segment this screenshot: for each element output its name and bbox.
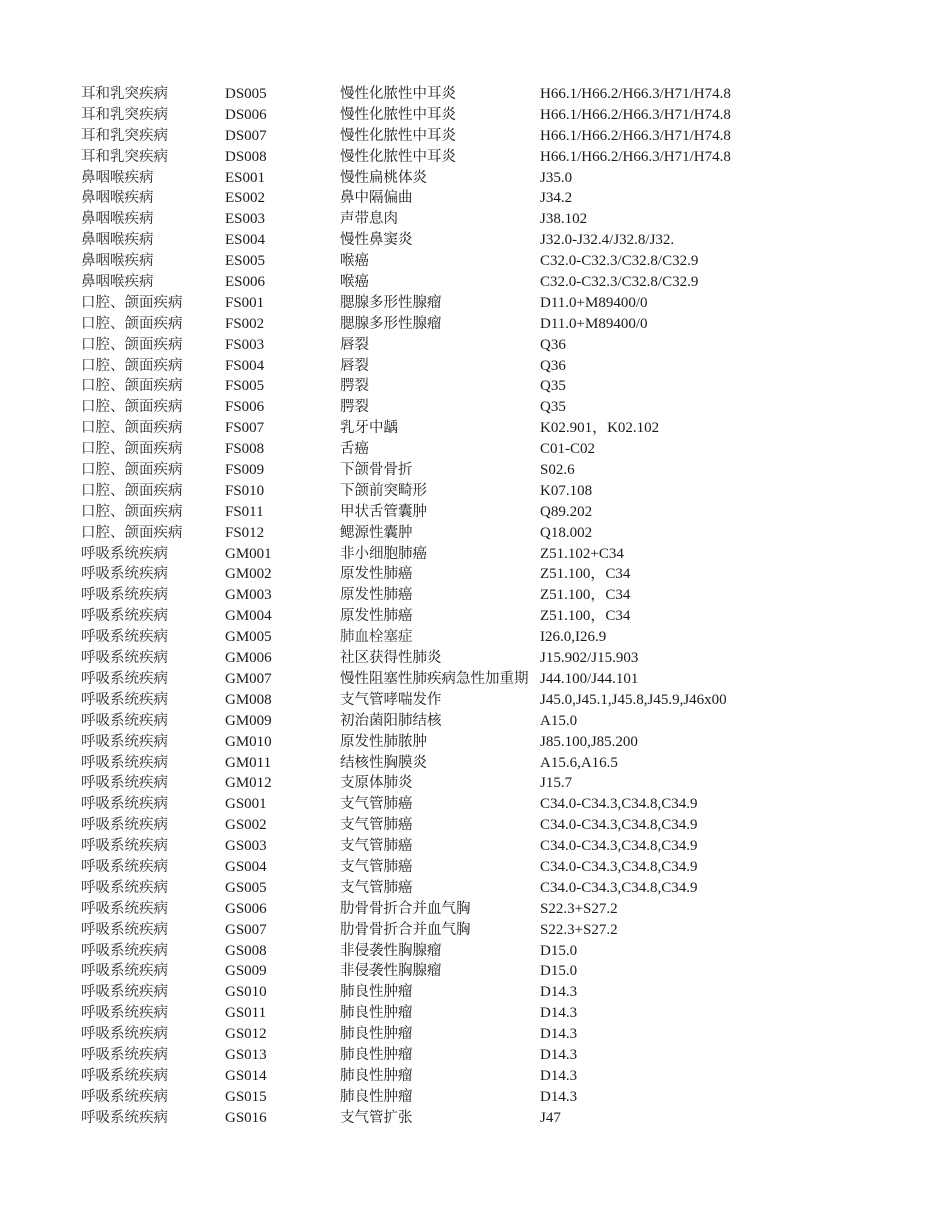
disease-name-cell: 慢性化脓性中耳炎 — [340, 86, 456, 102]
table-row — [0, 1108, 950, 1129]
icd-code-cell: Z51.100，C34 — [540, 566, 631, 583]
table-row — [0, 418, 950, 439]
category-cell: 呼吸系统疾病 — [81, 796, 168, 813]
icd-code-cell: Q36 — [540, 336, 566, 353]
table-row — [0, 209, 950, 230]
category-cell: 鼻咽喉疾病 — [81, 253, 154, 270]
disease-name-cell: 慢性阻塞性肺疾病急性加重期 — [340, 670, 529, 687]
code-cell: FS008 — [225, 441, 265, 458]
icd-code-cell: D14.3 — [540, 984, 578, 1001]
disease-name-cell: 支气管扩张 — [340, 1109, 413, 1126]
disease-name-cell: 肺良性肿瘤 — [340, 1005, 413, 1022]
disease-name-cell: 腭裂 — [340, 399, 369, 416]
disease-name-cell: 下颌前突畸形 — [340, 482, 427, 499]
category-cell: 鼻咽喉疾病 — [81, 190, 154, 207]
category-cell: 呼吸系统疾病 — [81, 566, 168, 583]
category-cell: 口腔、颌面疾病 — [81, 378, 183, 395]
disease-name-cell: 甲状舌管囊肿 — [340, 503, 427, 520]
code-cell: GS004 — [225, 858, 267, 875]
category-cell: 呼吸系统疾病 — [81, 691, 168, 708]
code-cell: DS008 — [225, 148, 267, 165]
code-cell: GS016 — [225, 1109, 267, 1126]
icd-code-cell: J15.902/J15.903 — [540, 650, 639, 667]
icd-code-cell: S22.3+S27.2 — [540, 921, 618, 938]
category-cell: 呼吸系统疾病 — [81, 817, 168, 834]
icd-code-cell: Z51.100，C34 — [540, 587, 631, 604]
table-row — [0, 878, 950, 899]
category-cell: 呼吸系统疾病 — [81, 629, 168, 646]
category-cell: 口腔、颌面疾病 — [81, 315, 183, 332]
category-cell: 鼻咽喉疾病 — [81, 211, 154, 228]
code-cell: GM010 — [225, 733, 272, 750]
disease-name-cell: 初治菌阳肺结核 — [340, 712, 442, 729]
disease-name-cell: 结核性胸膜炎 — [340, 754, 427, 771]
disease-name-cell: 支气管哮喘发作 — [340, 691, 442, 708]
table-row — [0, 481, 950, 502]
category-cell: 口腔、颌面疾病 — [81, 399, 183, 416]
icd-code-cell: C34.0-C34.3,C34.8,C34.9 — [540, 879, 698, 896]
table-row — [0, 606, 950, 627]
code-cell: FS002 — [225, 315, 265, 332]
table-row — [0, 1066, 950, 1087]
code-cell: GS002 — [225, 817, 267, 834]
disease-name-cell: 原发性肺癌 — [340, 608, 413, 625]
table-row — [0, 836, 950, 857]
code-cell: GS014 — [225, 1067, 267, 1084]
category-cell: 呼吸系统疾病 — [81, 754, 168, 771]
code-cell: GS003 — [225, 838, 267, 855]
category-cell: 耳和乳突疾病 — [81, 86, 168, 102]
code-cell: GM004 — [225, 608, 272, 625]
category-cell: 口腔、颌面疾病 — [81, 420, 183, 437]
disease-name-cell: 非小细胞肺癌 — [340, 545, 427, 562]
category-cell: 呼吸系统疾病 — [81, 733, 168, 750]
disease-name-cell: 支原体肺炎 — [340, 775, 413, 792]
category-cell: 呼吸系统疾病 — [81, 963, 168, 980]
disease-name-cell: 声带息肉 — [340, 211, 398, 228]
icd-code-cell: D11.0+M89400/0 — [540, 315, 648, 332]
disease-name-cell: 支气管肺癌 — [340, 858, 413, 875]
table-row — [0, 627, 950, 648]
disease-name-cell: 支气管肺癌 — [340, 796, 413, 813]
disease-name-cell: 肺良性肿瘤 — [340, 984, 413, 1001]
table-row — [0, 899, 950, 920]
icd-code-cell: C34.0-C34.3,C34.8,C34.9 — [540, 858, 698, 875]
icd-code-cell: S02.6 — [540, 462, 575, 479]
table-row — [0, 753, 950, 774]
disease-name-cell: 肺良性肿瘤 — [340, 1026, 413, 1043]
category-cell: 呼吸系统疾病 — [81, 650, 168, 667]
disease-name-cell: 腭裂 — [340, 378, 369, 395]
disease-name-cell: 肺良性肿瘤 — [340, 1067, 413, 1084]
category-cell: 鼻咽喉疾病 — [81, 232, 154, 249]
icd-code-cell: Q18.002 — [540, 524, 593, 541]
disease-name-cell: 肋骨骨折合并血气胸 — [340, 921, 471, 938]
table-row — [0, 376, 950, 397]
disease-name-cell: 舌癌 — [340, 441, 369, 458]
icd-code-cell: J15.7 — [540, 775, 573, 792]
code-cell: GM009 — [225, 712, 272, 729]
icd-code-cell: Q35 — [540, 399, 566, 416]
table-row — [0, 544, 950, 565]
category-cell: 口腔、颌面疾病 — [81, 482, 183, 499]
table-row — [0, 941, 950, 962]
code-cell: FS007 — [225, 420, 265, 437]
code-cell: GS008 — [225, 942, 267, 959]
disease-name-cell: 肺血栓塞症 — [340, 629, 413, 646]
code-cell: GM012 — [225, 775, 272, 792]
code-cell: ES005 — [225, 253, 266, 270]
category-cell: 鼻咽喉疾病 — [81, 169, 154, 186]
code-cell: GM006 — [225, 650, 272, 667]
icd-code-cell: H66.1/H66.2/H66.3/H71/H74.8 — [540, 127, 731, 144]
table-row — [0, 794, 950, 815]
icd-code-cell: D15.0 — [540, 963, 578, 980]
icd-code-cell: J35.0 — [540, 169, 573, 186]
code-cell: FS010 — [225, 482, 265, 499]
disease-name-cell: 肺良性肿瘤 — [340, 1088, 413, 1105]
code-cell: FS003 — [225, 336, 265, 353]
icd-code-cell: D14.3 — [540, 1026, 578, 1043]
icd-code-cell: Z51.102+C34 — [540, 545, 624, 562]
disease-name-cell: 非侵袭性胸腺瘤 — [340, 942, 442, 959]
icd-code-cell: C34.0-C34.3,C34.8,C34.9 — [540, 796, 698, 813]
table-row — [0, 920, 950, 941]
pathway-table — [0, 84, 950, 1129]
disease-name-cell: 肋骨骨折合并血气胸 — [340, 900, 471, 917]
icd-code-cell: J32.0-J32.4/J32.8/J32. — [540, 232, 675, 249]
code-cell: GS015 — [225, 1088, 267, 1105]
code-cell: FS005 — [225, 378, 265, 395]
icd-code-cell: H66.1/H66.2/H66.3/H71/H74.8 — [540, 86, 731, 102]
category-cell: 口腔、颌面疾病 — [81, 357, 183, 374]
table-row — [0, 126, 950, 147]
table-row — [0, 314, 950, 335]
table-row — [0, 84, 950, 105]
table-row — [0, 335, 950, 356]
disease-name-cell: 慢性化脓性中耳炎 — [340, 106, 456, 123]
icd-code-cell: D14.3 — [540, 1088, 578, 1105]
table-row — [0, 648, 950, 669]
icd-code-cell: J38.102 — [540, 211, 588, 228]
disease-name-cell: 原发性肺癌 — [340, 587, 413, 604]
icd-code-cell: Q36 — [540, 357, 566, 374]
icd-code-cell: C01-C02 — [540, 441, 596, 458]
category-cell: 口腔、颌面疾病 — [81, 336, 183, 353]
code-cell: DS006 — [225, 106, 267, 123]
table-row — [0, 397, 950, 418]
category-cell: 呼吸系统疾病 — [81, 608, 168, 625]
category-cell: 呼吸系统疾病 — [81, 1088, 168, 1105]
disease-name-cell: 鼻中隔偏曲 — [340, 190, 413, 207]
icd-code-cell: Z51.100，C34 — [540, 608, 631, 625]
icd-code-cell: A15.6,A16.5 — [540, 754, 618, 771]
disease-name-cell: 慢性鼻窦炎 — [340, 232, 413, 249]
code-cell: GS013 — [225, 1046, 267, 1063]
category-cell: 呼吸系统疾病 — [81, 587, 168, 604]
table-row — [0, 168, 950, 189]
category-cell: 耳和乳突疾病 — [81, 148, 168, 165]
category-cell: 鼻咽喉疾病 — [81, 274, 154, 291]
code-cell: FS001 — [225, 294, 265, 311]
icd-code-cell: J45.0,J45.1,J45.8,J45.9,J46x00 — [540, 691, 727, 708]
table-row — [0, 585, 950, 606]
category-cell: 呼吸系统疾病 — [81, 1046, 168, 1063]
table-row — [0, 690, 950, 711]
icd-code-cell: D15.0 — [540, 942, 578, 959]
category-cell: 耳和乳突疾病 — [81, 106, 168, 123]
code-cell: GS010 — [225, 984, 267, 1001]
table-row — [0, 439, 950, 460]
table-row — [0, 815, 950, 836]
table-row — [0, 732, 950, 753]
code-cell: GS005 — [225, 879, 267, 896]
code-cell: GS006 — [225, 900, 267, 917]
code-cell: FS009 — [225, 462, 265, 479]
code-cell: ES006 — [225, 274, 266, 291]
disease-name-cell: 下颌骨骨折 — [340, 462, 413, 479]
disease-name-cell: 腮腺多形性腺瘤 — [340, 315, 442, 332]
table-row — [0, 230, 950, 251]
category-cell: 呼吸系统疾病 — [81, 838, 168, 855]
code-cell: GS011 — [225, 1005, 267, 1022]
table-row — [0, 293, 950, 314]
code-cell: ES003 — [225, 211, 266, 228]
icd-code-cell: D14.3 — [540, 1067, 578, 1084]
icd-code-cell: C32.0-C32.3/C32.8/C32.9 — [540, 274, 699, 291]
code-cell: ES004 — [225, 232, 266, 249]
category-cell: 呼吸系统疾病 — [81, 712, 168, 729]
disease-name-cell: 喉癌 — [340, 274, 369, 291]
category-cell: 呼吸系统疾病 — [81, 545, 168, 562]
category-cell: 口腔、颌面疾病 — [81, 503, 183, 520]
table-row — [0, 982, 950, 1003]
icd-code-cell: Q89.202 — [540, 503, 593, 520]
icd-code-cell: D14.3 — [540, 1046, 578, 1063]
table-row — [0, 460, 950, 481]
code-cell: FS006 — [225, 399, 265, 416]
icd-code-cell: A15.0 — [540, 712, 578, 729]
category-cell: 呼吸系统疾病 — [81, 1005, 168, 1022]
disease-name-cell: 慢性化脓性中耳炎 — [340, 127, 456, 144]
table-row — [0, 105, 950, 126]
icd-code-cell: K07.108 — [540, 482, 593, 499]
table-row — [0, 1045, 950, 1066]
code-cell: GS009 — [225, 963, 267, 980]
category-cell: 呼吸系统疾病 — [81, 921, 168, 938]
code-cell: GS007 — [225, 921, 267, 938]
table-row — [0, 773, 950, 794]
disease-name-cell: 慢性化脓性中耳炎 — [340, 148, 456, 165]
icd-code-cell: I26.0,I26.9 — [540, 629, 607, 646]
table-row — [0, 564, 950, 585]
code-cell: GS001 — [225, 796, 267, 813]
icd-code-cell: H66.1/H66.2/H66.3/H71/H74.8 — [540, 106, 731, 123]
icd-code-cell: D11.0+M89400/0 — [540, 294, 648, 311]
code-cell: FS012 — [225, 524, 265, 541]
table-row — [0, 147, 950, 168]
table-row — [0, 523, 950, 544]
code-cell: GM007 — [225, 670, 272, 687]
table-row — [0, 669, 950, 690]
disease-name-cell: 支气管肺癌 — [340, 817, 413, 834]
table-row — [0, 961, 950, 982]
icd-code-cell: S22.3+S27.2 — [540, 900, 618, 917]
code-cell: GM005 — [225, 629, 272, 646]
category-cell: 口腔、颌面疾病 — [81, 524, 183, 541]
icd-code-cell: J44.100/J44.101 — [540, 670, 639, 687]
icd-code-cell: J47 — [540, 1109, 561, 1126]
code-cell: ES001 — [225, 169, 266, 186]
disease-name-cell: 慢性扁桃体炎 — [340, 169, 427, 186]
table-row — [0, 711, 950, 732]
table-row — [0, 1003, 950, 1024]
category-cell: 呼吸系统疾病 — [81, 879, 168, 896]
category-cell: 呼吸系统疾病 — [81, 858, 168, 875]
code-cell: GS012 — [225, 1026, 267, 1043]
disease-name-cell: 原发性肺癌 — [340, 566, 413, 583]
disease-name-cell: 鳃源性囊肿 — [340, 524, 413, 541]
disease-name-cell: 喉癌 — [340, 253, 369, 270]
category-cell: 呼吸系统疾病 — [81, 775, 168, 792]
code-cell: DS007 — [225, 127, 267, 144]
disease-name-cell: 唇裂 — [340, 357, 369, 374]
table-row — [0, 356, 950, 377]
table-row — [0, 1087, 950, 1108]
disease-name-cell: 腮腺多形性腺瘤 — [340, 294, 442, 311]
icd-code-cell: C34.0-C34.3,C34.8,C34.9 — [540, 817, 698, 834]
category-cell: 呼吸系统疾病 — [81, 942, 168, 959]
category-cell: 呼吸系统疾病 — [81, 1026, 168, 1043]
icd-code-cell: Q35 — [540, 378, 566, 395]
icd-code-cell: K02.901，K02.102 — [540, 420, 660, 437]
code-cell: GM011 — [225, 754, 272, 771]
category-cell: 呼吸系统疾病 — [81, 900, 168, 917]
category-cell: 呼吸系统疾病 — [81, 670, 168, 687]
category-cell: 耳和乳突疾病 — [81, 127, 168, 144]
code-cell: GM002 — [225, 566, 272, 583]
disease-name-cell: 唇裂 — [340, 336, 369, 353]
disease-name-cell: 肺良性肿瘤 — [340, 1046, 413, 1063]
icd-code-cell: J34.2 — [540, 190, 573, 207]
disease-name-cell: 非侵袭性胸腺瘤 — [340, 963, 442, 980]
table-row — [0, 251, 950, 272]
icd-code-cell: H66.1/H66.2/H66.3/H71/H74.8 — [540, 148, 731, 165]
code-cell: DS005 — [225, 86, 267, 102]
disease-name-cell: 支气管肺癌 — [340, 838, 413, 855]
category-cell: 呼吸系统疾病 — [81, 984, 168, 1001]
disease-name-cell: 乳牙中龋 — [340, 420, 398, 437]
disease-name-cell: 社区获得性肺炎 — [340, 650, 442, 667]
table-row — [0, 502, 950, 523]
category-cell: 呼吸系统疾病 — [81, 1067, 168, 1084]
code-cell: GM001 — [225, 545, 272, 562]
icd-code-cell: C34.0-C34.3,C34.8,C34.9 — [540, 838, 698, 855]
disease-name-cell: 原发性肺脓肿 — [340, 733, 427, 750]
disease-name-cell: 支气管肺癌 — [340, 879, 413, 896]
code-cell: FS004 — [225, 357, 265, 374]
table-row — [0, 857, 950, 878]
table-row — [0, 272, 950, 293]
category-cell: 口腔、颌面疾病 — [81, 462, 183, 479]
code-cell: ES002 — [225, 190, 266, 207]
code-cell: GM003 — [225, 587, 272, 604]
code-cell: GM008 — [225, 691, 272, 708]
category-cell: 呼吸系统疾病 — [81, 1109, 168, 1126]
table-row — [0, 188, 950, 209]
table-row — [0, 1024, 950, 1045]
icd-code-cell: J85.100,J85.200 — [540, 733, 638, 750]
code-cell: FS011 — [225, 503, 264, 520]
icd-code-cell: C32.0-C32.3/C32.8/C32.9 — [540, 253, 699, 270]
category-cell: 口腔、颌面疾病 — [81, 441, 183, 458]
category-cell: 口腔、颌面疾病 — [81, 294, 183, 311]
icd-code-cell: D14.3 — [540, 1005, 578, 1022]
